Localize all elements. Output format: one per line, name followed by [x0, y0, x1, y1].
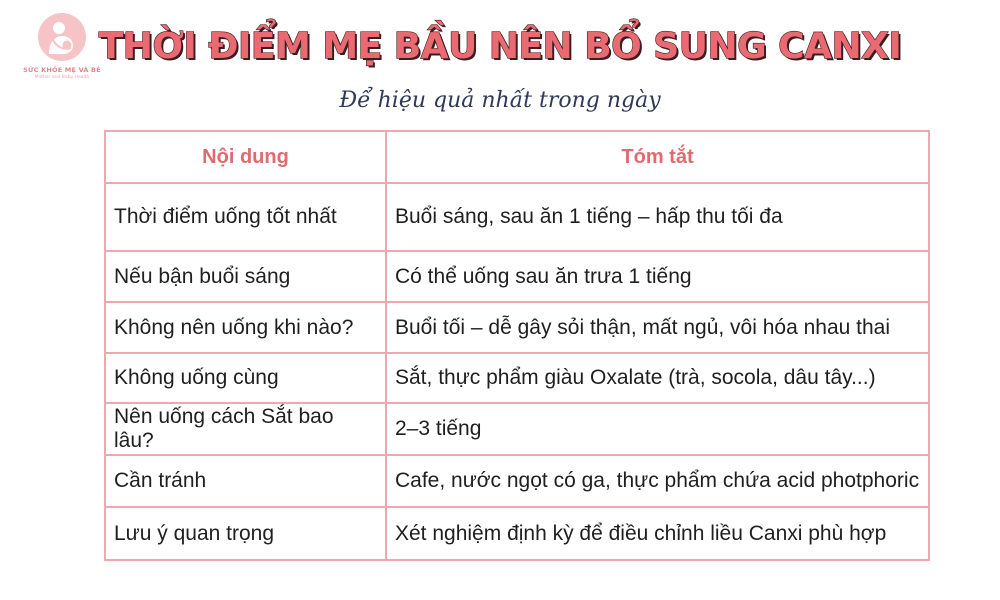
table-row	[105, 183, 929, 251]
row-topic: Không nên uống khi nào?	[105, 302, 386, 353]
row-summary: Có thể uống sau ăn trưa 1 tiếng	[386, 251, 929, 302]
table-header-row	[105, 131, 929, 183]
page-subtitle: Để hiệu quả nhất trong ngày	[339, 88, 661, 113]
table-row	[105, 353, 929, 403]
table-row	[105, 302, 929, 353]
column-header-summary: Tóm tắt	[386, 131, 929, 183]
row-summary: Buổi sáng, sau ăn 1 tiếng – hấp thu tối đa	[386, 183, 929, 251]
row-topic: Lưu ý quan trọng	[105, 507, 386, 560]
table-row	[105, 507, 929, 560]
table-row	[105, 403, 929, 455]
page-title: THỜI ĐIỂM MẸ BẦU NÊN BỔ SUNG CANXI	[98, 26, 902, 67]
row-summary: Buổi tối – dễ gây sỏi thận, mất ngủ, vôi hóa nhau thai	[386, 302, 929, 353]
row-topic: Thời điểm uống tốt nhất	[105, 183, 386, 251]
row-topic: Không uống cùng	[105, 353, 386, 403]
logo-tagline: Mother and Baby Health	[34, 75, 90, 80]
row-topic: Nếu bận buổi sáng	[105, 251, 386, 302]
row-topic: Cần tránh	[105, 455, 386, 507]
column-header-content: Nội dung	[105, 131, 386, 183]
table-row	[105, 251, 929, 302]
row-topic: Nên uống cách Sắt bao lâu?	[105, 403, 386, 455]
logo-name: SỨC KHỎE MẸ VÀ BÉ	[23, 66, 101, 74]
info-table	[104, 130, 930, 561]
row-summary: Sắt, thực phẩm giàu Oxalate (trà, socola, dâu tây...)	[386, 353, 929, 403]
table-row	[105, 455, 929, 507]
row-summary: 2–3 tiếng	[386, 403, 929, 455]
row-summary: Cafe, nước ngọt có ga, thực phẩm chứa acid photphoric	[386, 455, 929, 507]
row-summary: Xét nghiệm định kỳ để điều chỉnh liều Canxi phù hợp	[386, 507, 929, 560]
